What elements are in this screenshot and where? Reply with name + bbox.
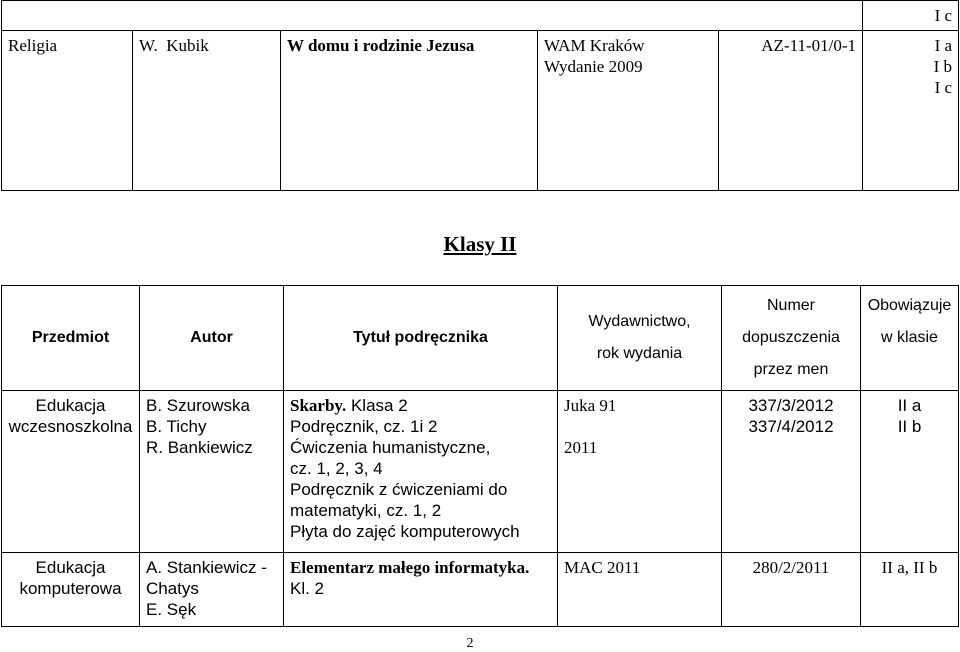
page-number: 2 (466, 636, 474, 651)
religion-number: AZ-11-01/0-1 (719, 31, 863, 191)
section-heading: Klasy II (443, 232, 517, 256)
top-class-cell: I c (863, 1, 959, 31)
religion-author: W. Kubik (133, 31, 281, 191)
header-row (2, 286, 959, 391)
row-title (284, 553, 558, 627)
row-title-rest: Klasa 2 Podręcznik, cz. 1i 2 Ćwiczenia humanistyczne, cz. 1, 2, 3, 4 Podręcznik z ćwiczeniami do matematyki, cz. 1, 2 Płyta do zajęć komputerowych (290, 396, 520, 541)
header-author: Autor (140, 286, 284, 391)
top-first-row (2, 1, 959, 31)
row-subject: Edukacja wczesnoszkolna (2, 391, 140, 553)
row-title (284, 391, 558, 553)
main-table (1, 285, 959, 627)
row-title-bold: Skarby. (290, 396, 347, 415)
row-publisher: Juka 91 2011 (558, 391, 722, 553)
header-publisher: Wydawnictwo, rok wydania (558, 286, 722, 391)
table-row (2, 553, 959, 627)
religion-subject: Religia (2, 31, 133, 191)
row-author: A. Stankiewicz - Chatys E. Sęk (140, 553, 284, 627)
row-number: 337/3/2012 337/4/2012 (722, 391, 861, 553)
row-subject: Edukacja komputerowa (2, 553, 140, 627)
header-title: Tytuł podręcznika (284, 286, 558, 391)
religion-row (2, 31, 959, 191)
table-row (2, 391, 959, 553)
header-number: Numer dopuszczenia przez men (722, 286, 861, 391)
top-table (1, 0, 959, 191)
row-publisher: MAC 2011 (558, 553, 722, 627)
row-title-bold: Elementarz małego informatyka. (290, 558, 530, 577)
row-classes: II a, II b (861, 553, 959, 627)
row-author: B. Szurowska B. Tichy R. Bankiewicz (140, 391, 284, 553)
row-classes: II a II b (861, 391, 959, 553)
header-subject: Przedmiot (2, 286, 140, 391)
religion-title: W domu i rodzinie Jezusa (281, 31, 538, 191)
religion-publisher: WAM Kraków Wydanie 2009 (538, 31, 719, 191)
row-title-rest: Kl. 2 (290, 579, 325, 598)
top-empty-cell (2, 1, 863, 31)
row-number: 280/2/2011 (722, 553, 861, 627)
header-classes: Obowiązuje w klasie (861, 286, 959, 391)
religion-classes: I a I b I c (863, 31, 959, 191)
